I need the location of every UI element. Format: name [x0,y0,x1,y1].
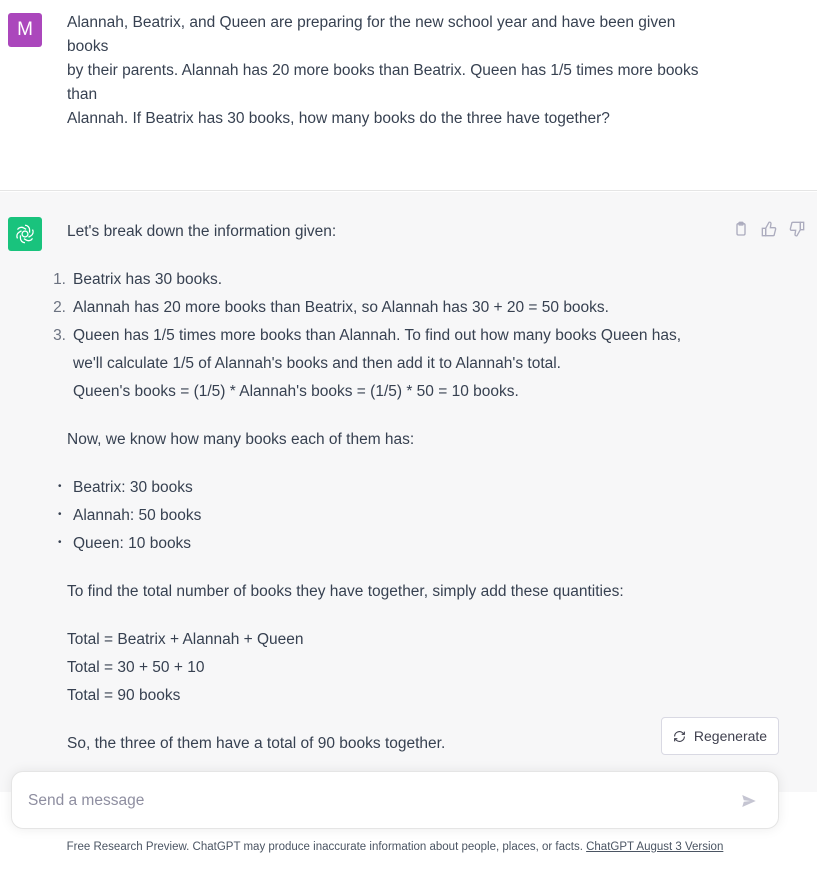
bullet-item: Alannah: 50 books [73,507,202,524]
assistant-message [0,192,817,792]
bullet-item: Queen: 10 books [73,535,192,552]
clipboard-icon [733,221,749,237]
user-message-text [67,11,727,131]
total-line: Total = Beatrix + Alannah + Queen [67,631,304,648]
conclusion-text: So, the three of them have a total of 90 books together. [67,735,446,752]
user-message [0,0,817,191]
send-icon [740,792,758,810]
thumbs-up-button[interactable] [759,219,779,239]
user-avatar: M [8,13,42,47]
bullet-dot: • [58,537,62,548]
bullet-item: Beatrix: 30 books [73,479,193,496]
thumbs-down-button[interactable] [787,219,807,239]
user-line: books [67,38,109,55]
send-button[interactable] [738,790,760,812]
footer [0,841,790,853]
footer-text: Free Research Preview. ChatGPT may produce inaccurate information about people, places, or facts. [66,841,587,853]
thumbs-down-icon [789,221,805,237]
regenerate-label: Regenerate [693,728,768,744]
total-line: Total = 30 + 50 + 10 [67,659,205,676]
list-item-continuation: Queen's books = (1/5) * Alannah's books = (1/5) * 50 = 10 books. [73,383,519,400]
mid-text: Now, we know how many books each of them has: [67,431,415,448]
openai-logo-icon [14,223,36,245]
message-input[interactable] [28,786,708,816]
user-line: Alannah. If Beatrix has 30 books, how many books do the three have together? [67,110,610,127]
list-item-continuation: we'll calculate 1/5 of Alannah's books and then add it to Alannah's total. [73,355,561,372]
list-number: 3. [53,327,66,344]
copy-button[interactable] [731,219,751,239]
assistant-avatar [8,217,42,251]
list-number: 1. [53,271,66,288]
total-line: Total = 90 books [67,687,181,704]
regenerate-button[interactable] [661,717,779,755]
message-actions [731,219,807,239]
version-link[interactable]: ChatGPT August 3 Version [586,841,724,853]
list-number: 2. [53,299,66,316]
refresh-icon [673,730,686,743]
bullet-dot: • [58,509,62,520]
intro-text: Let's break down the information given: [67,223,337,240]
user-line: Alannah, Beatrix, and Queen are preparing for the new school year and have been given [67,14,676,31]
list-item: Alannah has 20 more books than Beatrix, so Alannah has 30 + 20 = 50 books. [73,299,609,316]
bullet-dot: • [58,481,62,492]
thumbs-up-icon [761,221,777,237]
user-line: by their parents. Alannah has 20 more books than Beatrix. Queen has 1/5 times more books [67,62,699,79]
list-item: Beatrix has 30 books. [73,271,223,288]
total-intro-text: To find the total number of books they have together, simply add these quantities: [67,583,624,600]
list-item: Queen has 1/5 times more books than Alannah. To find out how many books Queen has, [73,327,682,344]
message-composer [11,771,779,829]
user-line: than [67,86,98,103]
